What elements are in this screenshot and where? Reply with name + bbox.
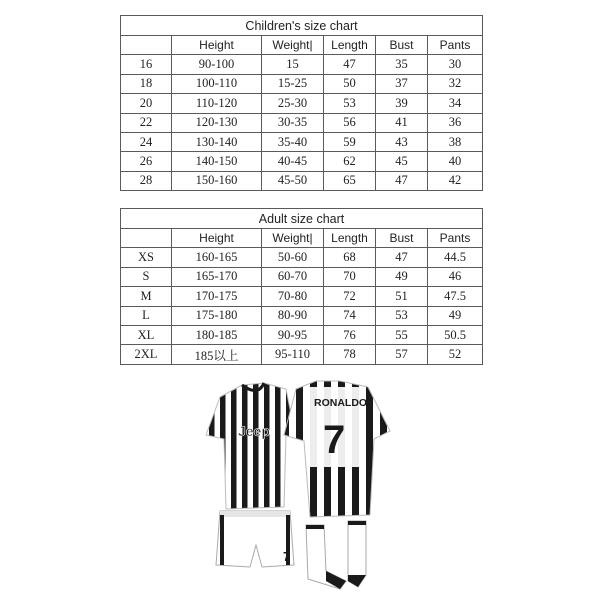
height-cell: 120-130	[172, 113, 262, 132]
bust-cell: 51	[376, 287, 428, 306]
table-row	[121, 248, 483, 267]
weight-cell: 60-70	[262, 267, 324, 286]
pants-cell: 38	[428, 132, 483, 151]
bust-cell: 35	[376, 55, 428, 74]
bust-cell: 37	[376, 74, 428, 93]
length-cell: 47	[324, 55, 376, 74]
height-cell: 140-150	[172, 152, 262, 171]
bust-cell: 47	[376, 171, 428, 190]
weight-cell: 95-110	[262, 345, 324, 364]
size-cell: XL	[121, 325, 172, 344]
socks	[306, 521, 366, 589]
pants-cell: 44.5	[428, 248, 483, 267]
height-cell: 180-185	[172, 325, 262, 344]
header-height: Height	[172, 229, 262, 248]
length-cell: 50	[324, 74, 376, 93]
weight-cell: 15	[262, 55, 324, 74]
weight-cell: 15-25	[262, 74, 324, 93]
children-size-chart	[120, 15, 483, 191]
table-row	[121, 132, 483, 151]
header-length: Length	[324, 229, 376, 248]
bust-cell: 49	[376, 267, 428, 286]
table-row	[121, 152, 483, 171]
size-cell: 22	[121, 113, 172, 132]
height-cell: 100-110	[172, 74, 262, 93]
pants-cell: 52	[428, 345, 483, 364]
header-length: Length	[324, 36, 376, 55]
header-bust: Bust	[376, 36, 428, 55]
bust-cell: 53	[376, 306, 428, 325]
length-cell: 74	[324, 306, 376, 325]
table-row	[121, 287, 483, 306]
pants-cell: 36	[428, 113, 483, 132]
weight-cell: 45-50	[262, 171, 324, 190]
length-cell: 72	[324, 287, 376, 306]
height-cell: 160-165	[172, 248, 262, 267]
weight-cell: 90-95	[262, 325, 324, 344]
size-cell: S	[121, 267, 172, 286]
front-jersey	[206, 383, 294, 509]
height-cell: 175-180	[172, 306, 262, 325]
bust-cell: 47	[376, 248, 428, 267]
table-row	[121, 171, 483, 190]
table-row	[121, 94, 483, 113]
weight-cell: 30-35	[262, 113, 324, 132]
length-cell: 68	[324, 248, 376, 267]
size-cell: 18	[121, 74, 172, 93]
weight-cell: 25-30	[262, 94, 324, 113]
size-cell: L	[121, 306, 172, 325]
bust-cell: 45	[376, 152, 428, 171]
height-cell: 170-175	[172, 287, 262, 306]
size-cell: 16	[121, 55, 172, 74]
size-cell: XS	[121, 248, 172, 267]
table-row	[121, 267, 483, 286]
pants-cell: 49	[428, 306, 483, 325]
bust-cell: 43	[376, 132, 428, 151]
table-row	[121, 306, 483, 325]
table-row	[121, 113, 483, 132]
header-cell	[121, 229, 172, 248]
table-row	[121, 74, 483, 93]
player-name: RONALDO	[314, 397, 368, 409]
pants-cell: 32	[428, 74, 483, 93]
length-cell: 70	[324, 267, 376, 286]
pants-cell: 30	[428, 55, 483, 74]
length-cell: 76	[324, 325, 376, 344]
table-row	[121, 345, 483, 364]
size-cell: 24	[121, 132, 172, 151]
player-number: 7	[323, 418, 346, 462]
chart-title: Adult size chart	[121, 209, 483, 229]
shorts-number: 7	[283, 549, 291, 564]
bust-cell: 57	[376, 345, 428, 364]
weight-cell: 40-45	[262, 152, 324, 171]
header-weight: Weight|	[262, 36, 324, 55]
weight-cell: 50-60	[262, 248, 324, 267]
chart-title: Children's size chart	[121, 16, 483, 36]
adult-size-chart	[120, 208, 483, 365]
pants-cell: 46	[428, 267, 483, 286]
pants-cell: 42	[428, 171, 483, 190]
weight-cell: 80-90	[262, 306, 324, 325]
height-cell: 165-170	[172, 267, 262, 286]
size-cell: 20	[121, 94, 172, 113]
length-cell: 65	[324, 171, 376, 190]
pants-cell: 34	[428, 94, 483, 113]
length-cell: 59	[324, 132, 376, 151]
header-pants: Pants	[428, 229, 483, 248]
header-pants: Pants	[428, 36, 483, 55]
length-cell: 56	[324, 113, 376, 132]
header-weight: Weight|	[262, 229, 324, 248]
shorts	[216, 511, 294, 567]
table-row	[121, 325, 483, 344]
height-cell: 110-120	[172, 94, 262, 113]
pants-cell: 47.5	[428, 287, 483, 306]
bust-cell: 55	[376, 325, 428, 344]
size-cell: 28	[121, 171, 172, 190]
size-cell: 2XL	[121, 345, 172, 364]
height-cell: 185以上	[172, 345, 262, 364]
size-cell: M	[121, 287, 172, 306]
weight-cell: 35-40	[262, 132, 324, 151]
weight-cell: 70-80	[262, 287, 324, 306]
pants-cell: 40	[428, 152, 483, 171]
length-cell: 78	[324, 345, 376, 364]
table-row	[121, 55, 483, 74]
header-height: Height	[172, 36, 262, 55]
jersey-sponsor: Jeep	[238, 423, 270, 439]
back-jersey	[284, 381, 390, 517]
length-cell: 53	[324, 94, 376, 113]
bust-cell: 39	[376, 94, 428, 113]
header-cell	[121, 36, 172, 55]
football-kit-illustration	[198, 375, 404, 593]
height-cell: 150-160	[172, 171, 262, 190]
height-cell: 130-140	[172, 132, 262, 151]
pants-cell: 50.5	[428, 325, 483, 344]
bust-cell: 41	[376, 113, 428, 132]
length-cell: 62	[324, 152, 376, 171]
size-cell: 26	[121, 152, 172, 171]
header-bust: Bust	[376, 229, 428, 248]
height-cell: 90-100	[172, 55, 262, 74]
